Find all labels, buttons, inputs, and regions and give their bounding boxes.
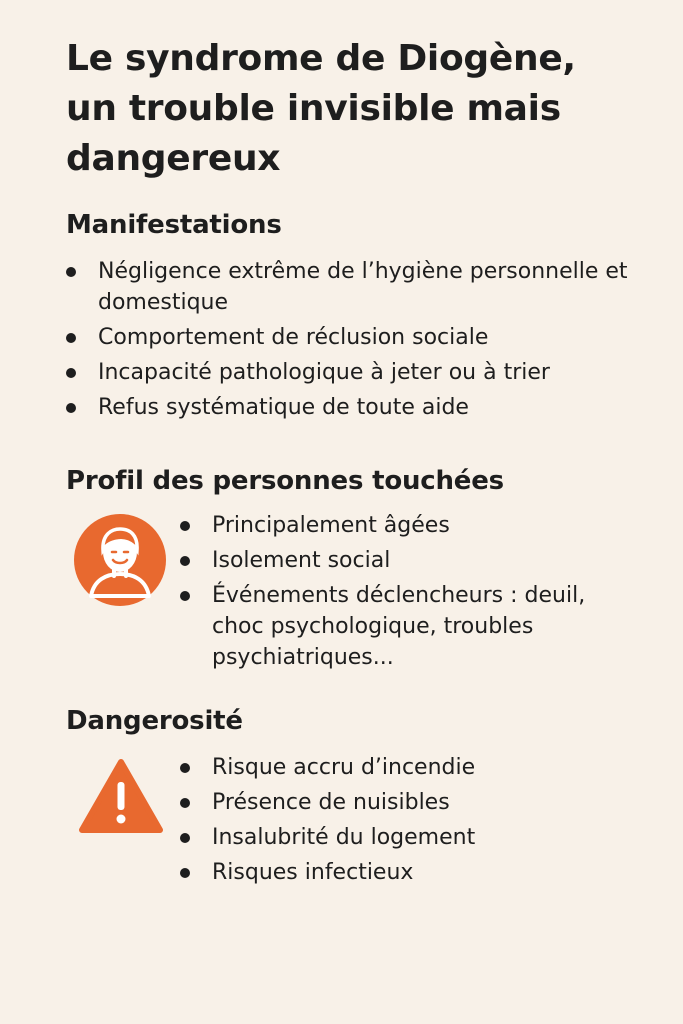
list-item-text: Refus systématique de toute aide bbox=[98, 395, 469, 420]
list-item bbox=[66, 357, 646, 388]
list-item bbox=[66, 256, 646, 318]
list-item-text: Principalement âgées bbox=[212, 513, 450, 538]
bullet-icon bbox=[66, 267, 76, 277]
section-heading-profil: Profil des personnes touchées bbox=[66, 466, 504, 496]
list-item-text: Incapacité pathologique à jeter ou à trier bbox=[98, 360, 550, 385]
list-item bbox=[180, 787, 620, 818]
profil-list bbox=[180, 510, 620, 677]
list-item bbox=[180, 510, 620, 541]
list-item bbox=[180, 822, 620, 853]
list-item-text: Négligence extrême de l’hygiène personnelle et domestique bbox=[98, 259, 628, 315]
list-item-text: Comportement de réclusion sociale bbox=[98, 325, 489, 350]
bullet-icon bbox=[66, 403, 76, 413]
warning-icon bbox=[78, 758, 164, 838]
list-item bbox=[180, 545, 620, 576]
list-item bbox=[180, 580, 620, 673]
list-item bbox=[180, 752, 620, 783]
bullet-icon bbox=[180, 591, 190, 601]
person-icon bbox=[74, 514, 166, 610]
list-item bbox=[180, 857, 620, 888]
section-heading-manifestations: Manifestations bbox=[66, 210, 282, 240]
list-item-text: Risques infectieux bbox=[212, 860, 414, 885]
bullet-icon bbox=[66, 333, 76, 343]
list-item-text: Risque accru d’incendie bbox=[212, 755, 476, 780]
list-item-text: Événements déclencheurs : deuil, choc psychologique, troubles psychiatriques... bbox=[212, 583, 586, 670]
list-item-text: Insalubrité du logement bbox=[212, 825, 476, 850]
bullet-icon bbox=[180, 556, 190, 566]
list-item-text: Isolement social bbox=[212, 548, 391, 573]
bullet-icon bbox=[66, 368, 76, 378]
page-title: Le syndrome de Diogène, un trouble invisible mais dangereux bbox=[66, 38, 576, 179]
list-item-text: Présence de nuisibles bbox=[212, 790, 450, 815]
dangerosite-list bbox=[180, 752, 620, 892]
bullet-icon bbox=[180, 833, 190, 843]
bullet-icon bbox=[180, 868, 190, 878]
list-item bbox=[66, 392, 646, 423]
bullet-icon bbox=[180, 763, 190, 773]
section-heading-dangerosite: Dangerosité bbox=[66, 706, 243, 736]
bullet-icon bbox=[180, 798, 190, 808]
bullet-icon bbox=[180, 521, 190, 531]
list-item bbox=[66, 322, 646, 353]
manifestations-list bbox=[66, 256, 646, 427]
